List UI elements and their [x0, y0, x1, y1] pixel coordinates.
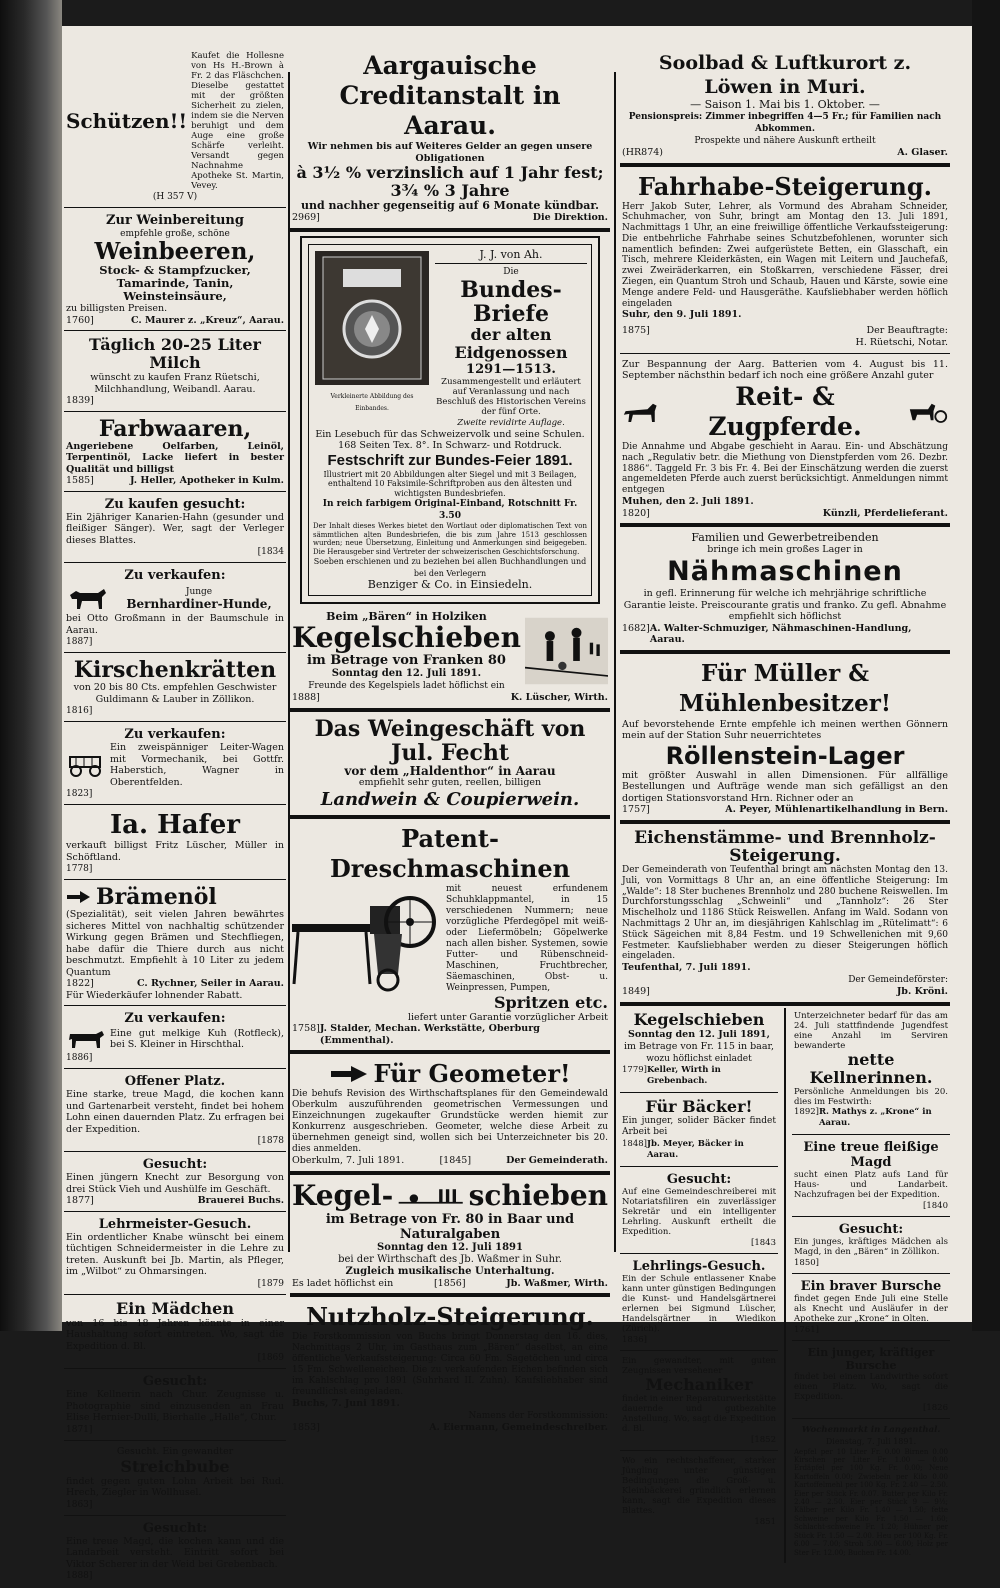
ad-title: Mechaniker — [645, 1374, 753, 1394]
ad-text: findet gegen guten Lohn Arbeit bei Rud. Hrech, Ziegler in Wollhusel. — [66, 1475, 284, 1498]
ad-ref: 1836] — [622, 1334, 647, 1345]
ad-title: Ein braver Bursche — [800, 1278, 942, 1294]
ad-text: Persönliche Anmeldungen bis 20. dies im Festwirth: — [794, 1086, 948, 1107]
ad-line1: vor dem „Haldenthor“ in Aarau — [344, 763, 556, 778]
ad-subtitle: empfehle große, schöne — [120, 229, 230, 239]
ad-hunde — [64, 565, 286, 653]
ad-ref: 1760] — [66, 314, 94, 326]
ad-title-2: schieben — [468, 1178, 608, 1212]
ad-ref: 1849] — [622, 986, 650, 998]
ad-kellnerinnen — [792, 1008, 950, 1135]
ad-text: Die Annahme und Abgabe geschieht in Aarau. Ein- und Abschätzung nach „Regulativ betr. die Miethung von Dienstpferden vom 26. Dezbr. 1886“. Taggeld Fr. 3 bis Fr. 4. Bei der Einschätzung werden die zuerst angemeldeten Pferde auch zuerst berücksichtigt. Anmeldungen nimmt entgegen — [622, 441, 948, 496]
ad-ref: 1816] — [66, 706, 93, 716]
ad-text: Ein ordentlicher Knabe wünscht bei einem tüchtigen Schneidermeister in die Lehre zu treten. Auskunft bei Jb. Martin, als Pfleger, im „Wilbot“ zu Ohmarsingen. — [66, 1231, 284, 1277]
ad-title: Farbwaaren, — [98, 415, 252, 442]
ad-kuh — [64, 1008, 286, 1069]
column-rule — [614, 72, 616, 1252]
ad-text: Der Gemeinderath von Teufenthal bringt am nächsten Montag den 13. Juli, von Vormittags 8 Uhr an, an eine öffentliche Steigerung: Im „Walde“: 18 Ster buchenes Brennholz und 280 buchene Reiswellen. Im Durchforstungsschlag „Schweinli“ und „Tannholz“: 26 Ster Mischelholz und 1186 Stück Reiswellen. Anfang im Wald. Sodann von Nachmittags 2 Uhr an, im diesjährigen Kahlschlag im „Rütelimatt“: 6 Stück Sägeichen mit 8,84 Festm. und 19 Schwellenichen mit 9,60 Festmeter. Kaufsliebhaber werden zu dieser Steigerungen höflich eingeladen. — [622, 864, 948, 962]
ad-text: Einen jüngern Knecht zur Besorgung von drei Stück Vieh und Aushülfe im Geschäft. — [66, 1172, 284, 1195]
book-title-1: Bundes-Briefe — [460, 276, 562, 327]
ad-title: Brämenöl — [96, 884, 217, 910]
ad-eichenstaemme — [620, 826, 950, 1006]
ad-line4: Freunde des Kegelspiels ladet höflichst ein — [308, 681, 505, 691]
ad-mechaniker — [620, 1353, 778, 1451]
ad-ref: [1826 — [923, 1402, 948, 1413]
ad-ref: [1856] — [433, 1277, 466, 1289]
ad-text: Stock- & Stampfzucker, Tamarinde, Tanin, Weinsteinsäure, — [99, 263, 251, 303]
ad-kellnerin — [64, 1371, 286, 1441]
ad-text: Kaufet die Hollesne von Hs H.-Brown à Fr. 2 das Fläschchen. Dieselbe gestattet mit der größten Sicherheit zu zielen, indem sie die Nerven beruhigt und dem Auge eine große Schärfe verleiht. Versandt gegen Nachnahme Apotheke St. Martin, Vevey. — [191, 51, 284, 191]
ad-streichbube — [64, 1443, 286, 1516]
horse-icon — [622, 399, 662, 425]
ad-treue-magd — [792, 1137, 950, 1217]
ad-text: Eine gut melkige Kuh (Rotfleck), bei S. Kleiner in Hirschthal. — [110, 1027, 284, 1050]
ad-hafer — [64, 807, 286, 880]
ad-sign: C. Maurer z. „Kreuz“, Aarau. — [130, 314, 284, 326]
ad-dreschmaschinen — [290, 821, 610, 1055]
ad-ref: 1853] — [292, 1422, 320, 1433]
ad-line3: wozu höflichst einladet — [646, 1053, 752, 1064]
ad-ref: 1779] — [622, 1064, 647, 1075]
ad-headline: Landwein & Coupierwein. — [320, 788, 580, 810]
book-die: Die — [503, 266, 519, 277]
market-prices: Aepfel per 10 Liter Fr. 0.00 Birnen 0.00 Kirschen per Liter Fr. 1.00 — 0.00 Erdäpfel per 100 Kg. Fr. 0.00; Neue Kartoffeln 0.00; Zwiebeln per Kilo 0.00 Kartoffelmehl per 100 Kg. Fr. 2.40 — 2.50. Eier per Stück Fr. 0.07. Butter per Kilo Fr. 2.40 — 2.50. Eier per Stück 9 — 9½; Kälber per Kilo Fr. 1.40 — 1.50; fette Schweine per Kilo Fr. 1.50 — 1.60; Schlacht-schweine Fr. 1.20; Hühner per Stück Fr. 1.50 — 2.00. Heu per 100 Kg. Fr. 6.00 — 7.00; Stroh 5.00 — 6.00; Holz per Ster Fr. 12.00; Buchen Fr. 14.00. — [794, 1447, 948, 1557]
ad-line3: bei der Wirthschaft des Jb. Waßmer in Suhr. — [338, 1253, 562, 1265]
ad-text2: und nachher gegenseitig auf 6 Monate kündbar. — [301, 199, 599, 212]
wagon-icon — [66, 753, 106, 777]
ad-ref: [1878 — [257, 1136, 284, 1146]
ad-lehrmeister — [64, 1214, 286, 1295]
ad-ref: 1848] — [622, 1138, 647, 1149]
ad-weinbereitung — [64, 210, 286, 331]
ad-sign-label: Der Gemeindeförster: — [848, 975, 948, 986]
ad-naehmaschinen — [620, 529, 950, 654]
ad-line2: Sonntag den 12. Juli 1891 — [377, 1241, 523, 1253]
ad-ref: [1879 — [257, 1278, 284, 1289]
ad-baecker — [620, 1095, 778, 1167]
book-edition: Zweite revidirte Auflage. — [457, 417, 565, 428]
ad-ref: 1823] — [66, 789, 93, 799]
ad-title: Gesucht: — [142, 1157, 208, 1172]
ad-geometer — [290, 1056, 610, 1175]
book-publisher: Benziger & Co. in Einsiedeln. — [367, 578, 533, 591]
ad-title: Für Müller & Mühlenbesitzer! — [679, 659, 891, 717]
ad-text: wünscht zu kaufen Franz Rüetschi, Milchhandlung, Weibandl. Aarau. — [90, 372, 260, 395]
ad-text0: Zur Bespannung der Aarg. Batterien vom 4. August bis 11. September nächsthin bedarf ich noch eine größere Anzahl guter — [622, 358, 948, 382]
ad-sign: C. Rychner, Seiler in Aarau. — [136, 978, 284, 989]
kegel-illustration — [397, 1180, 464, 1212]
ad-title: nette Kellnerinnen. — [809, 1049, 933, 1087]
ad-headline: Weinbeeren, — [94, 238, 256, 265]
ad-text0: Ein gewandter, mit guten Zeugnissen versehener — [622, 1355, 776, 1376]
ad-ref: 1682] — [622, 622, 650, 634]
ad-maedchen — [64, 1297, 286, 1370]
ad-ref: 1758] — [292, 1023, 320, 1034]
ad-line1: Familien und Gewerbetreibenden — [691, 531, 879, 545]
ad-title: Offener Platz. — [124, 1074, 226, 1089]
scan-edge — [972, 0, 1000, 1331]
book-text3: Illustriert mit 20 Abbildungen alter Siegel und mit 3 Beilagen, enthaltend 10 Faksimile-Schriftproben aus den ältesten und wichtigsten Bundesbriefen. — [323, 469, 577, 498]
ad-text: Auf bevorstehende Ernte empfehle ich meinen werthen Gönnern mein auf der Station Suhr neuerrichtetes — [622, 718, 948, 742]
ad-text: in gefl. Erinnerung für welche ich mehrjährige schriftliche Garantie leiste. Preiscourante gratis und franko. Zu gefl. Abnahme empfiehlt sich höflichst — [623, 588, 947, 623]
column-middle — [290, 48, 610, 1440]
ad-line5: Es ladet höflichst ein — [292, 1277, 394, 1289]
ad-date: Muhen, den 2. Juli 1891. — [622, 495, 754, 507]
ad-ref: [1840 — [923, 1200, 948, 1211]
ad-pferde — [620, 356, 950, 527]
ad-muehlen — [620, 656, 950, 824]
ad-title: Gesucht: — [838, 1221, 904, 1237]
ad-ref: (H 357 V) — [152, 192, 198, 202]
ad-ref: 1761] — [794, 1324, 819, 1335]
ad-date: Suhr, den 9. Juli 1891. — [622, 309, 742, 321]
ad-ref: [1852 — [751, 1434, 776, 1445]
ad-milch — [64, 333, 286, 412]
ad-text: Eine Kellnerin nach Chur. Zeugnisse u. Photographie sind einzusenden an Frau Elise Hernier-Dulli, Bierhalle „Halle“, Chur. — [66, 1389, 284, 1423]
ad-ref: [1834 — [257, 547, 284, 557]
ad-text: von 16 bis 18 Jahren könnte in einer Haushaltung sofort eintreten. Wo, sagt die Expedition d. Bl. — [66, 1317, 284, 1352]
ad-title: Zu verkaufen: — [124, 727, 226, 742]
ad-title: Fahrhabe-Steigerung. — [638, 171, 932, 201]
ad-title: Eine treue fleißige Magd — [803, 1139, 939, 1170]
ad-text: Ein 2jähriger Kanarien-Hahn (gesunder und fleißiger Sänger). Wer, sagt der Verleger dieses Blattes. — [66, 511, 284, 546]
ad-text: Auf eine Gemeindeschreiberei mit Notariatsfiliren ein zuverlässiger Sekretär und ein intelligenter Lehrling. Auskunft ertheilt die Expedition. — [622, 1186, 776, 1237]
ad-title: Gesucht: — [142, 1520, 208, 1536]
cart-horse-icon — [908, 399, 948, 425]
ad-offener-platz — [64, 1071, 286, 1152]
ad-baeckerei-lehre — [620, 1453, 778, 1532]
ad-text: Eine treue Magd, die kochen kann und die Landarbeit versteht. Eintritt sofort bei Viktor Scherer in der Weid bei Grebenbach. — [66, 1535, 284, 1570]
right-bottom-left — [620, 1008, 778, 1563]
ad-rate-2: 3¾ % 3 Jahre — [390, 181, 510, 200]
ad-text: bei Otto Großmann in der Baumschule in Aarau. — [66, 613, 284, 636]
ad-text2: Für Wiederkäufer lohnender Rabatt. — [66, 989, 243, 1001]
ad-schuetzen — [64, 48, 286, 208]
ad-lehrlings-gesuch — [620, 1256, 778, 1351]
ad-leiterwagen — [64, 724, 286, 805]
column-left — [64, 48, 286, 1588]
ad-title: Täglich 20-25 Liter Milch — [89, 335, 261, 372]
ad-knecht — [64, 1154, 286, 1212]
ad-kanarien — [64, 494, 286, 564]
ad-title: Soolbad & Luftkurort z. Löwen in Muri. — [658, 52, 912, 98]
ad-sign: K. Lüscher, Wirth. — [510, 692, 608, 703]
ad-text: Angeriebene Oelfarben, Leinöl, Terpentinöl, Lacke liefert in bester Qualität und billigst — [66, 440, 284, 475]
pointing-hand-icon — [66, 888, 92, 906]
ad-kegelschieben-grebenbach — [620, 1008, 778, 1093]
ad-ref: 1850] — [794, 1257, 819, 1268]
ad-ref: [1843 — [751, 1237, 776, 1248]
ad-text: Die behufs Revision des Wirthschaftsplanes für den Gemeindewald Oberkulm auszuführenden geometrischen Vermessungen und Einzeichnungen zugekaufter Grundstücke werden hiemit zur Konkurrenz ausgeschrieben. Geometer, welche diese Arbeit zu übernehmen geneigt sind, wollen sich bei Unterzeichneter bis 20. dies anmelden. — [292, 1089, 608, 1154]
ad-sign: Jb. Meyer, Bäcker in Aarau. — [646, 1138, 744, 1161]
ad-text: verkauft billigst Fritz Lüscher, Müller in Schöftland. — [66, 840, 284, 863]
ad-rate-1: à 3½ % verzinslich auf 1 Jahr fest; — [296, 163, 604, 182]
book-text: Zusammengestellt und erläutert auf Veranlassung und nach Beschluß des Historischen Vereins der fünf Orte. — [436, 376, 586, 417]
market-title: Wochenmarkt in Langenthal. — [801, 1424, 941, 1435]
ad-gesucht-maedchen — [792, 1219, 950, 1274]
ad-ref: 1871] — [66, 1424, 93, 1435]
ad-kirschen — [64, 655, 286, 722]
ad-sign: Der Gemeinderath. — [506, 1155, 608, 1166]
ad-spritzen: Spritzen etc. — [494, 992, 608, 1012]
ad-text0: Unterzeichneter bedarf für das am 24. Juli stattfindende Jugendfest eine Anzahl im Serviren bewanderte — [794, 1010, 948, 1051]
ad-sign: H. Rüetschi, Notar. — [855, 336, 948, 348]
ad-text: Eine starke, treue Magd, die kochen kann und Gartenarbeit versteht, findet bei hohem Lohn einen dauernden Platz. Zu erfragen bei der Expedition. — [66, 1089, 284, 1135]
ad-ref: 1892] — [794, 1106, 819, 1117]
ad-line4: Zugleich musikalische Unterhaltung. — [345, 1265, 555, 1277]
ad-creditanstalt — [290, 48, 610, 232]
ad-ref: 2969] — [292, 212, 320, 223]
ad-text2: zu billigsten Preisen. — [66, 303, 168, 314]
dog-icon — [66, 583, 110, 613]
ad-title: Nutzholz-Steigerung. — [306, 1302, 594, 1331]
book-festschrift: Festschrift zur Bundes-Feier 1891. — [327, 451, 573, 469]
ad-magd — [64, 1518, 286, 1587]
ad-title: Kirschenkrätten — [73, 657, 277, 683]
ad-sign: Jb. Waßmer, Wirth. — [506, 1277, 608, 1289]
ad-text2: liefert unter Garantie vorzüglicher Arbeit — [407, 1011, 608, 1023]
ad-weingeschaeft — [290, 714, 610, 819]
ad-ref: 1888] — [66, 1571, 93, 1581]
ad-text: Ein zweispänniger Leiter-Wagen mit Vormechanik, bei Gottfr. Haberstich, Wagner in Oberentfelden. — [110, 742, 284, 788]
ad-sign-label: Der Beauftragte: — [866, 325, 948, 337]
ad-headline: Bernhardiner-Hunde, — [126, 597, 272, 611]
ad-text: Wir nehmen bis auf Weiteres Gelder an gegen unsere Obligationen — [307, 141, 593, 164]
ad-title: Zu verkaufen: — [124, 1011, 226, 1026]
ad-line2: im Betrage von Franken 80 — [307, 653, 506, 668]
market-report — [792, 1421, 950, 1561]
ad-title: Ia. Hafer — [110, 810, 240, 840]
ad-ref: 1585] — [66, 475, 94, 486]
ad-line2: im Betrage von Fr. 115 in baar, — [623, 1040, 775, 1052]
thresher-illustration — [292, 884, 442, 994]
ad-sign: J. Heller, Apotheker in Kulm. — [130, 475, 284, 486]
book-binding — [0, 0, 62, 1331]
ad-ref: 1888] — [292, 692, 320, 703]
ad-nutzholz — [290, 1299, 610, 1438]
ad-title: Patent-Dreschmaschinen — [329, 823, 571, 883]
ad-title: Ein Mädchen — [116, 1298, 234, 1318]
cow-icon — [66, 1026, 106, 1052]
ad-ref: 1757] — [622, 804, 650, 816]
ad-title: Nähmaschinen — [667, 556, 903, 588]
ad-line3: Prospekte und nähere Auskunft ertheilt — [694, 136, 876, 146]
book-years: 1291—1513. — [466, 361, 556, 377]
book-text2: Ein Lesebuch für das Schweizervolk und seine Schulen. 168 Seiten Tex. 8°. In Schwarz- und Rotdruck. — [315, 428, 585, 451]
book-text5: Soeben erschienen und zu beziehen bei allen Buchhandlungen und bei den Verlegern — [313, 557, 587, 578]
ad-ref: 1877] — [66, 1195, 94, 1206]
ad-ref: 1778] — [66, 864, 93, 874]
ad-sign: A. Eiermann, Gemeindeschreiber. — [429, 1422, 608, 1433]
ad-date: Buchs, 7. Juni 1891. — [292, 1398, 400, 1409]
ad-title: Schützen!! — [66, 109, 188, 133]
ad-subtitle: Junge — [185, 587, 213, 597]
ad-title-1: Kegel- — [292, 1178, 394, 1212]
ad-kegelschieben-holziken — [290, 608, 610, 712]
ad-ref: [1869 — [257, 1353, 284, 1363]
ad-title: Kegelschieben — [633, 1009, 765, 1029]
ad-line2: empfiehlt sehr guten, reellen, billigen — [358, 776, 542, 788]
ad-ref: 1863] — [66, 1499, 93, 1510]
book-price: In reich farbigem Original-Einband, Rotschnitt Fr. 3.50 — [322, 499, 578, 521]
ad-headline: Streichbube — [120, 1456, 230, 1476]
ad-ref: (HR874) — [622, 147, 663, 158]
ad-title: Gesucht. Ein gewandter — [116, 1445, 234, 1457]
ad-title: Zu verkaufen: — [124, 568, 226, 583]
right-bottom-split — [620, 1008, 950, 1563]
ad-title: Ein junger, kräftiger Bursche — [807, 1345, 935, 1372]
ad-title: Zur Weinbereitung — [106, 213, 244, 228]
ad-text2: Namens der Forstkommission: — [468, 1411, 608, 1421]
ad-text: mit neuest erfundenem Schuhklappmantel, in 15 verschiedenen Nummern; neue vorzügliche Pferdegöpel mit weiß- oder Liefermöbeln; Göpelwerke nach allen bisher. Systemen, sowie Futter- und Rübenschneid-Maschinen, Fruchtbrecher, Säemaschinen, Obst- u. Weinpressen, Pumpen, — [446, 883, 608, 993]
ad-date: Oberkulm, 7. Juli 1891. — [292, 1155, 405, 1166]
ad-text: findet in einer Reparaturwerkstätte dauernde und gutbezahlte Anstellung. Wo, sagt die Expedition d. Bl. — [622, 1393, 776, 1434]
ad-line2: bringe ich mein großes Lager in — [707, 544, 863, 556]
ad-sign: Keller, Wirth in Grebenbach. — [646, 1064, 721, 1087]
book-cover-image — [313, 249, 431, 387]
ad-line3: Sonntag den 12. Juli 1891. — [331, 668, 482, 679]
ad-sign: Brauerei Buchs. — [197, 1195, 284, 1206]
ad-title: Eichenstämme- und Brennholz-Steigerung. — [634, 827, 936, 866]
ad-line1: im Betrage von Fr. 80 in Baar und Naturalgaben — [325, 1211, 575, 1242]
ad-text: Wo ein rechtschaffener, starker Jüngling unter günstigen Bedingungen die Groß- u. Kleinbäckerei gründlich erlernen kann, sagt die Expedition dieses Blattes. — [622, 1455, 776, 1516]
ad-text: sucht einen Platz aufs Land für Haus- und Landarbeit. Nachzufragen bei der Expedition. — [794, 1169, 948, 1200]
ad-sign: R. Mathys z. „Krone“ in Aarau. — [818, 1106, 932, 1129]
ad-text: (Spezialität), seit vielen Jahren bewährtes sicheres Mittel von nachhaltig schützender Wirkung gegen Brämen und Stechfliegen, habe dafür die Thiere durch aus nicht beschmutzt. Empfiehlt à 10 Liter zu jedem Quantum — [66, 909, 284, 978]
ad-sign: J. Stalder, Mechan. Werkstätte, Oberburg (Emmenthal). — [319, 1023, 540, 1046]
ad-text: Ein junges, kräftiges Mädchen als Magd, in den „Bären“ in Zöllikon. — [794, 1236, 948, 1257]
ad-ref: 1822] — [66, 978, 94, 989]
book-caption: Verkleinerte Abbildung des Einbandes. — [330, 392, 414, 412]
book-text4: Der Inhalt dieses Werkes bietet den Wortlaut oder diplomatischen Text von sämmtlichen alten Bundesbriefen, die bis zum Jahre 1513 geschlossen wurden; neue Übersetzung, Einleitung und Anmerkungen sind beigegeben. Die Herausgeber sind Vertreter der schweizerischen Geschichtsforschung. — [313, 522, 587, 556]
ad-sign: Künzli, Pferdelieferant. — [822, 507, 948, 519]
ad-title: Gesucht: — [666, 1171, 732, 1187]
ad-ref: 1851 — [754, 1516, 776, 1527]
ad-title: Das Weingeschäft von Jul. Fecht — [314, 715, 586, 766]
book-illustration — [313, 249, 431, 415]
ad-title: Für Bäcker! — [645, 1096, 753, 1116]
ad-title: Kegelschieben — [292, 621, 521, 654]
ad-sign: A. Walter-Schmuziger, Nähmaschinen-Handlung, Aarau. — [649, 622, 912, 646]
ad-text: Ein der Schule entlassener Knabe kann unter günstigen Bedingungen die Kunst- und Handelsgärtnerei erlernen bei Sigmund Lüscher, Handelsgärtner in Wiedikon (Zürich). — [622, 1273, 776, 1334]
ad-text: findet bei einem Landwirthe sofort einen Platz. Wo, sagt die Expedition. — [794, 1371, 948, 1402]
ad-gesucht-sekretaer — [620, 1169, 778, 1254]
ad-bundesbriefe — [300, 236, 600, 605]
ad-title: Für Geometer! — [373, 1059, 571, 1088]
ad-text: Herr Jakob Suter, Lehrer, als Vormund des Abraham Schneider, Schuhmacher, von Suhr, bringt am Montag den 13. Juli 1891, Nachmittags 1 Uhr, an eine freiwillige öffentliche Verkaufssteigerung: Die entbehrliche Fahrhabe seines Schutzbefohlenen, worunter sich namentlich befinden: Zwei aufgerüstete Betten, ein Glasschaft, ein Tisch, mehrere Kleiderkästen, ein Wagen mit Leitern und Jauchefaß, zwei Zweiräderkarren, ein Stoßkarren, verschiedene Fässer, drei Ziegen, ein Quantum Stroh und Schaub, Hauen und Kärste, sowie eine Menge andere Feld- und Hausgeräthe. Kaufsliebhaber werden höflich eingeladen — [622, 201, 948, 309]
ad-text: von 20 bis 80 Cts. empfehlen Geschwister Guldimann & Lauber in Zöllikon. — [73, 682, 277, 705]
column-right — [620, 48, 950, 1563]
column-rule — [784, 1008, 786, 1563]
ad-headline: Röllenstein-Lager — [665, 741, 905, 770]
ad-title: Lehrlings-Gesuch. — [632, 1258, 766, 1274]
book-title-2: der alten Eidgenossen — [454, 324, 568, 362]
ad-title: Zu kaufen gesucht: — [104, 496, 246, 512]
ad-line2: Pensionspreis: Zimmer inbegriffen 4—5 Fr.; für Familien nach Abkommen. — [628, 112, 942, 134]
ad-ref: 1887] — [66, 637, 93, 647]
ad-ref: 1820] — [622, 507, 650, 519]
ad-ref: 1886] — [66, 1053, 93, 1063]
ad-title: Gesucht: — [142, 1374, 208, 1389]
right-bottom-right — [792, 1008, 950, 1563]
ad-text2: mit größter Auswahl in allen Dimensionen. Für allfällige Bestellungen und Aufträge wende man sich gefälligst an den dortigen Stationsvorstand Hrn. Richner oder an — [622, 769, 948, 804]
pointing-hand-icon — [329, 1063, 369, 1085]
ad-text: Ein junger, solider Bäcker findet Arbeit bei — [622, 1115, 776, 1138]
bowling-illustration — [525, 611, 608, 691]
ad-kraeftiger-bursche — [792, 1343, 950, 1419]
book-author: J. J. von Ah. — [479, 247, 543, 261]
ad-text: Die Forstkommission von Buchs bringt Donnerstag den 16. dies, Nachmittags 2 Uhr, im Gasthaus zum „Bären“ daselbst, an eine öffentliche Verkaufssteigerung: Circa 60 Fm. Sagetöchen und circa 15 Fm. Schwelleneichen. Die zu verkaufenden Eichen befinden sich im Kahlschlag pro 1891 (Suhrhard II. Zuhn). Kaufsliebhaber sind freundlichst eingeladen. — [292, 1332, 608, 1397]
ad-farbwaaren — [64, 414, 286, 492]
ad-soolbad — [620, 48, 950, 167]
ad-ref: 1875] — [622, 325, 650, 337]
ad-title: Lehrmeister-Gesuch. — [98, 1216, 252, 1232]
ad-title: Reit- & Zugpferde. — [708, 381, 862, 441]
ad-text: findet gegen Ende Juli eine Stelle als Knecht und Ausläufer in der Apotheke zur „Krone“ in Olten. — [794, 1293, 948, 1324]
market-date: Dienstag, 7. Juli 1891. — [825, 1436, 917, 1446]
ad-line1: — Saison 1. Mai bis 1. Oktober. — — [690, 98, 880, 111]
ad-line1: Sonntag den 12. Juli 1891, — [628, 1028, 770, 1040]
ad-ref: 1839] — [66, 395, 94, 406]
ad-title: Aargauische Creditanstalt in Aarau. — [339, 51, 561, 140]
ad-ref: [1845] — [439, 1155, 472, 1166]
ad-sign: A. Glaser. — [897, 147, 948, 158]
ad-sign: A. Peyer, Mühlenartikelhandlung in Bern. — [725, 804, 948, 816]
ad-sign: Die Direktion. — [532, 212, 608, 223]
ad-date: Teufenthal, 7. Juli 1891. — [622, 962, 751, 974]
ad-line1: Beim „Bären“ in Holziken — [326, 610, 487, 623]
ad-braemenoel — [64, 882, 286, 1006]
ad-kegelschieben-suhr — [290, 1177, 610, 1298]
ad-fahrhabe — [620, 169, 950, 354]
ad-sign: Jb. Kröni. — [896, 986, 948, 998]
